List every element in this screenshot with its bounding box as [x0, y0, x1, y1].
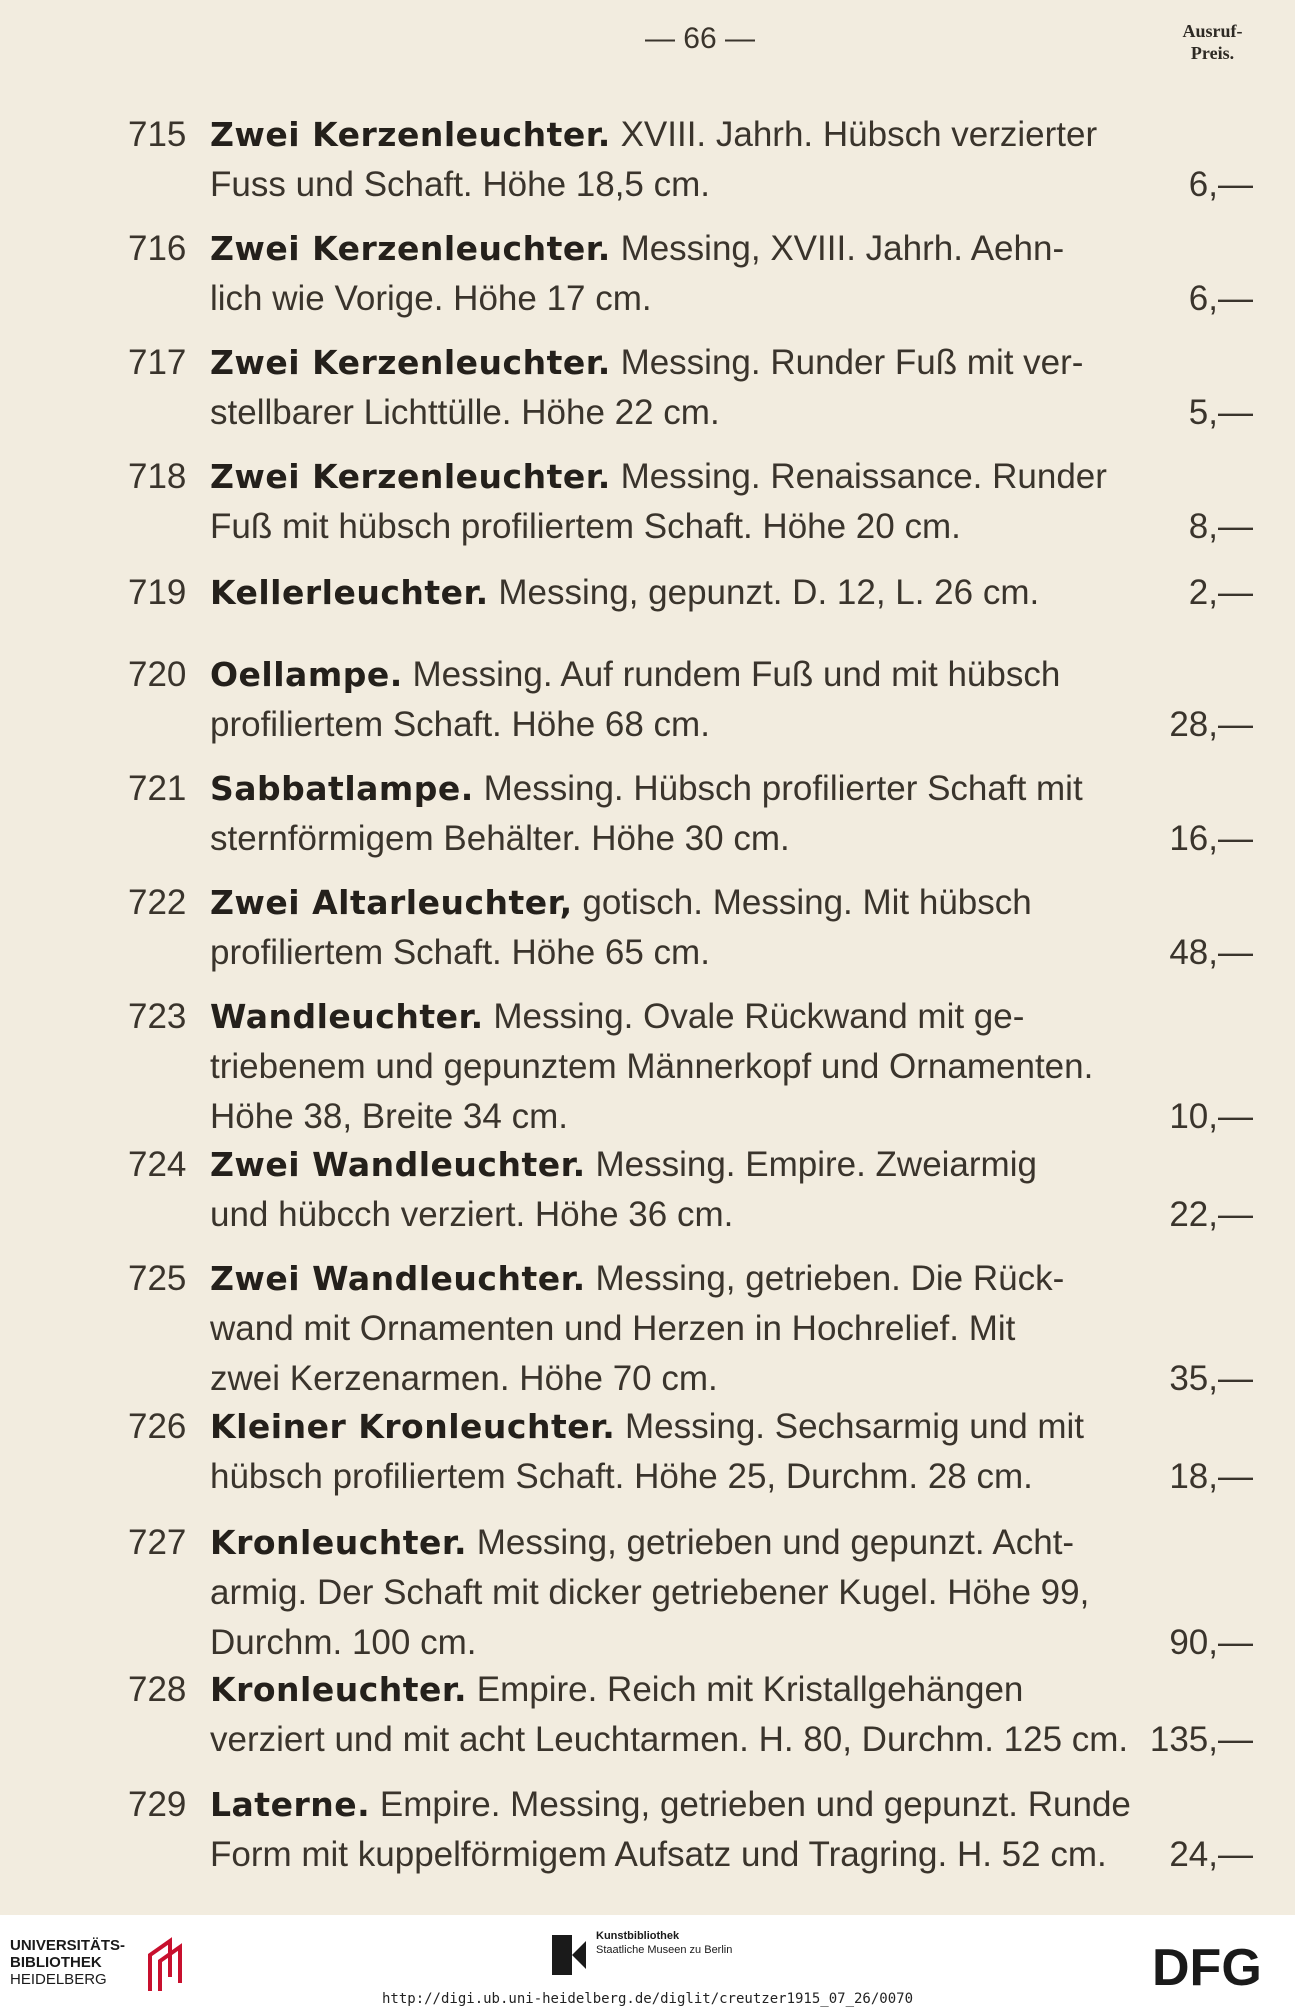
ub-logo-line1: UNIVERSITÄTS- [10, 1937, 126, 1954]
dfg-logo[interactable] [1150, 1937, 1275, 1992]
entry-description: XVIII. Jahrh. Hübsch verzierter [620, 115, 1098, 154]
price-column-header-line1: Ausruf- [1182, 21, 1243, 41]
entry-title: Zwei Kerzenleuchter. [210, 229, 611, 268]
ub-heidelberg-logo[interactable] [10, 1937, 220, 1997]
entry-first-line [210, 338, 1160, 388]
entry-continuation-line: profiliertem Schaft. Höhe 65 cm. [210, 933, 710, 972]
entry-number: 729 [128, 1785, 187, 1824]
entry-number: 726 [128, 1407, 187, 1446]
entry-title: Oellampe. [210, 655, 403, 694]
entry-description: Empire. Messing, getrieben und gepunzt. Runde [379, 1785, 1131, 1824]
entry-first-line [210, 1518, 1160, 1568]
entry-number: 728 [128, 1670, 187, 1709]
entry-first-line [210, 452, 1160, 502]
entry-continuation-line: Fuß mit hübsch profiliertem Schaft. Höhe 20 cm. [210, 507, 961, 546]
entry-price: 2,— [1188, 573, 1253, 612]
entry-description: Messing, gepunzt. D. 12, L. 26 cm. [498, 573, 1040, 612]
entry-number: 720 [128, 655, 187, 694]
entry-continuation-line: und hübcch verziert. Höhe 36 cm. [210, 1195, 734, 1234]
entry-number: 724 [128, 1145, 187, 1184]
kb-logo-line1: Kunstbibliothek [596, 1930, 680, 1942]
entry-title: Zwei Wandleuchter. [210, 1145, 586, 1184]
entry-continuation-line: verziert und mit acht Leuchtarmen. H. 80, Durchm. 125 cm. [210, 1720, 1129, 1759]
entry-description: gotisch. Messing. Mit hübsch [582, 883, 1032, 922]
entry-title: Kronleuchter. [210, 1523, 468, 1562]
entry-continuation-line: Form mit kuppelförmigem Aufsatz und Tragring. H. 52 cm. [210, 1835, 1107, 1874]
entry-continuation-line: zwei Kerzenarmen. Höhe 70 cm. [210, 1359, 718, 1398]
entry-description: Messing, getrieben. Die Rück- [595, 1259, 1065, 1298]
entry-price: 16,— [1169, 819, 1253, 858]
entry-description: Messing. Sechsarmig und mit [624, 1407, 1085, 1446]
entry-price: 8,— [1188, 507, 1253, 546]
entry-description: Messing. Ovale Rückwand mit ge- [493, 997, 1025, 1036]
ub-emblem-icon [142, 1937, 192, 1993]
entry-title: Sabbatlampe. [210, 769, 474, 808]
entry-continuation-line: armig. Der Schaft mit dicker getriebener Kugel. Höhe 99, [210, 1573, 1090, 1612]
ub-logo-line2: BIBLIOTHEK [10, 1954, 102, 1971]
entry-title: Kleiner Kronleuchter. [210, 1407, 616, 1446]
entry-description: Messing. Hübsch profilierter Schaft mit [483, 769, 1083, 808]
entry-number: 721 [128, 769, 187, 808]
kunstbibliothek-emblem-icon [552, 1935, 586, 1975]
page-number: — 66 — [644, 22, 756, 55]
entry-number: 717 [128, 343, 187, 382]
entry-number: 727 [128, 1523, 187, 1562]
entry-continuation-line: wand mit Ornamenten und Herzen in Hochrelief. Mit [210, 1309, 1016, 1348]
entry-title: Laterne. [210, 1785, 371, 1824]
entry-description: Messing. Runder Fuß mit ver- [620, 343, 1084, 382]
entry-first-line [210, 224, 1160, 274]
entry-first-line [210, 1402, 1160, 1452]
entry-continuation-line: Durchm. 100 cm. [210, 1623, 477, 1662]
entry-first-line [210, 110, 1160, 160]
entry-price: 22,— [1169, 1195, 1253, 1234]
entry-price: 18,— [1169, 1457, 1253, 1496]
price-column-header [1160, 20, 1265, 64]
entry-price: 135,— [1149, 1720, 1253, 1759]
entry-number: 719 [128, 573, 187, 612]
entry-first-line [210, 1665, 1160, 1715]
entry-price: 48,— [1169, 933, 1253, 972]
entry-title: Zwei Kerzenleuchter. [210, 343, 611, 382]
entry-continuation-line: profiliertem Schaft. Höhe 68 cm. [210, 705, 710, 744]
entry-first-line [210, 764, 1160, 814]
entry-price: 28,— [1169, 705, 1253, 744]
entry-continuation-line: hübsch profiliertem Schaft. Höhe 25, Durchm. 28 cm. [210, 1457, 1033, 1496]
entry-continuation-line: stellbarer Lichttülle. Höhe 22 cm. [210, 393, 720, 432]
entry-continuation-line: triebenem und gepunztem Männerkopf und Ornamenten. [210, 1047, 1094, 1086]
entry-price: 6,— [1188, 279, 1253, 318]
entry-description: Messing. Auf rundem Fuß und mit hübsch [412, 655, 1061, 694]
entry-price: 35,— [1169, 1359, 1253, 1398]
footer-bar [0, 1915, 1295, 2013]
entry-first-line [210, 1140, 1160, 1190]
entry-price: 24,— [1169, 1835, 1253, 1874]
entry-continuation-line: sternförmigem Behälter. Höhe 30 cm. [210, 819, 790, 858]
entry-title: Kellerleuchter. [210, 573, 489, 612]
entry-first-line [210, 992, 1160, 1042]
entry-price: 6,— [1188, 165, 1253, 204]
entry-description: Messing. Empire. Zweiarmig [595, 1145, 1037, 1184]
entry-number: 718 [128, 457, 187, 496]
entry-title: Kronleuchter. [210, 1670, 468, 1709]
entry-number: 723 [128, 997, 187, 1036]
entry-first-line [210, 1780, 1160, 1830]
entry-number: 725 [128, 1259, 187, 1298]
entry-first-line [210, 650, 1160, 700]
entry-price: 5,— [1188, 393, 1253, 432]
entry-continuation-line: Höhe 38, Breite 34 cm. [210, 1097, 568, 1136]
entry-continuation-line: Fuss und Schaft. Höhe 18,5 cm. [210, 165, 710, 204]
entry-description: Messing, getrieben und gepunzt. Acht- [476, 1523, 1075, 1562]
kb-logo-line2: Staatliche Museen zu Berlin [596, 1944, 733, 1956]
entry-number: 715 [128, 115, 187, 154]
entry-price: 10,— [1169, 1097, 1253, 1136]
entry-description: Messing. Renaissance. Runder [620, 457, 1107, 496]
entry-price: 90,— [1169, 1623, 1253, 1662]
entry-first-line [210, 878, 1160, 928]
dfg-logo-text: DFG [1152, 1939, 1262, 1992]
kunstbibliothek-logo[interactable] [552, 1929, 772, 1989]
entry-description: Messing, XVIII. Jahrh. Aehn- [620, 229, 1065, 268]
entry-title: Zwei Kerzenleuchter. [210, 115, 611, 154]
entry-title: Zwei Wandleuchter. [210, 1259, 586, 1298]
entry-title: Zwei Kerzenleuchter. [210, 457, 611, 496]
entry-title: Zwei Altarleuchter, [210, 883, 573, 922]
source-url-link[interactable]: http://digi.ub.uni-heidelberg.de/diglit/creutzer1915_07_26/0070 [381, 1991, 913, 2007]
entry-title: Wandleuchter. [210, 997, 484, 1036]
entry-description: Empire. Reich mit Kristallgehängen [476, 1670, 1024, 1709]
entry-first-line [210, 568, 1160, 618]
price-column-header-line2: Preis. [1190, 43, 1235, 63]
entry-number: 716 [128, 229, 187, 268]
entry-continuation-line: lich wie Vorige. Höhe 17 cm. [210, 279, 652, 318]
entry-number: 722 [128, 883, 187, 922]
ub-logo-line3: HEIDELBERG [10, 1971, 107, 1988]
entry-first-line [210, 1254, 1160, 1304]
